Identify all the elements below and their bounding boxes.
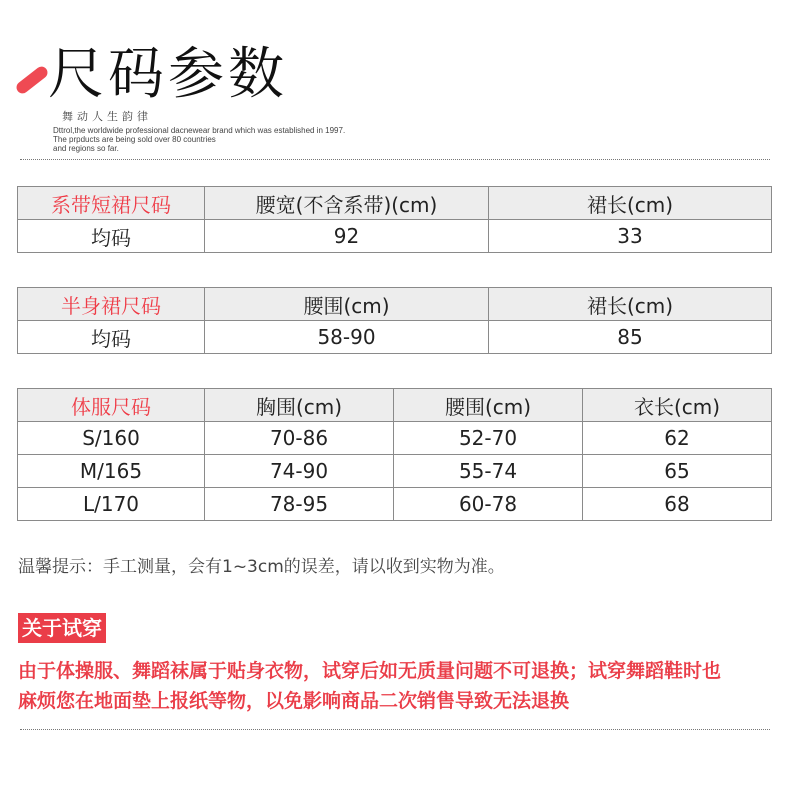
half-skirt-size-table <box>17 287 772 354</box>
divider-top <box>20 159 770 160</box>
measurement-tip: 温馨提示：手工测量，会有1~3cm的误差，请以收到实物为准。 <box>18 557 505 577</box>
table-cell: 62 <box>583 422 772 455</box>
table-cell: 78-95 <box>205 488 394 521</box>
brand-description-line: and regions so far. <box>53 144 119 153</box>
table-cell: 70-86 <box>205 422 394 455</box>
table-header-cell: 胸围(cm) <box>205 389 394 422</box>
table-row <box>18 321 772 354</box>
table-cell: 58-90 <box>205 321 489 354</box>
table-header-row <box>18 187 772 220</box>
table-cell: S/160 <box>18 422 205 455</box>
table-cell: 33 <box>489 220 772 253</box>
trial-policy-line: 麻烦您在地面垫上报纸等物，以免影响商品二次销售导致无法退换 <box>18 690 570 712</box>
trial-policy-text <box>18 656 778 716</box>
table-row <box>18 488 772 521</box>
table-header-cell: 衣长(cm) <box>583 389 772 422</box>
table-cell: 60-78 <box>394 488 583 521</box>
table-header-cell: 腰宽(不含系带)(cm) <box>205 187 489 220</box>
table-cell: L/170 <box>18 488 205 521</box>
skirt-tie-size-table <box>17 186 772 253</box>
table-row <box>18 220 772 253</box>
table-cell: 85 <box>489 321 772 354</box>
table-header-cell: 裙长(cm) <box>489 187 772 220</box>
table-header-cell: 腰围(cm) <box>394 389 583 422</box>
table-cell: 92 <box>205 220 489 253</box>
table-header-row <box>18 288 772 321</box>
table-cell: 均码 <box>18 321 205 354</box>
leotard-size-table <box>17 388 772 521</box>
page-title: 尺码参数 <box>48 42 288 107</box>
page-header <box>0 0 790 165</box>
brand-description-en <box>53 126 423 153</box>
table-header-cell: 半身裙尺码 <box>18 288 205 321</box>
table-cell: 74-90 <box>205 455 394 488</box>
table-row <box>18 455 772 488</box>
trial-section-badge: 关于试穿 <box>18 613 106 643</box>
trial-policy-line: 由于体操服、舞蹈袜属于贴身衣物，试穿后如无质量问题不可退换；试穿舞蹈鞋时也 <box>18 660 722 682</box>
table-cell: 65 <box>583 455 772 488</box>
divider-bottom <box>20 729 770 730</box>
table-header-cell: 体服尺码 <box>18 389 205 422</box>
table-header-cell: 系带短裙尺码 <box>18 187 205 220</box>
table-header-row <box>18 389 772 422</box>
table-header-cell: 腰围(cm) <box>205 288 489 321</box>
table-row <box>18 422 772 455</box>
brand-slogan-cn: 舞动人生韵律 <box>62 110 152 123</box>
table-cell: M/165 <box>18 455 205 488</box>
title-accent-mark <box>14 64 50 96</box>
table-cell: 52-70 <box>394 422 583 455</box>
brand-description-line: The prpducts are being sold over 80 countries <box>53 135 216 144</box>
brand-description-line: Dttrol,the worldwide professional dacnewear brand which was established in 1997. <box>53 126 346 135</box>
table-cell: 均码 <box>18 220 205 253</box>
table-cell: 68 <box>583 488 772 521</box>
table-header-cell: 裙长(cm) <box>489 288 772 321</box>
table-cell: 55-74 <box>394 455 583 488</box>
